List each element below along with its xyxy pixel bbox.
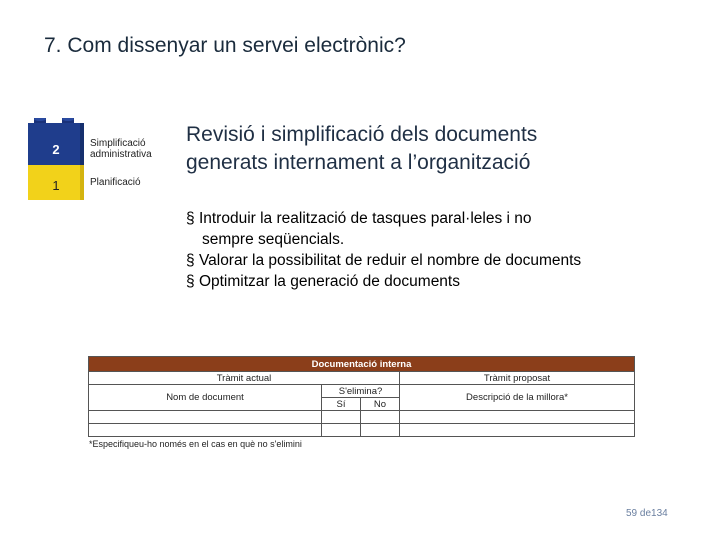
table-cell [322,424,361,437]
bullet-item [186,208,581,229]
table-row [89,424,635,437]
page-number: 59 de134 [626,508,668,519]
table-cell [89,411,322,424]
table-cell [400,411,635,424]
col-no: No [361,398,400,411]
step-2-label [90,138,152,160]
bullet-item [186,271,581,292]
bullet-icon: § [186,252,195,269]
documents-table [88,356,635,437]
bullet-icon: § [186,273,195,290]
step-2-label-line1: Simplificació [90,138,146,149]
col-selimina: S'elimina? [322,385,400,398]
bullet-item [186,250,581,271]
step-2-label-line2: administrativa [90,149,152,160]
step-2-number: 2 [52,142,60,157]
table-cell [322,411,361,424]
bullet-continuation: sempre seqüencials. [202,231,345,248]
table-cell [361,411,400,424]
slide-title: 7. Com dissenyar un servei electrònic? [44,34,406,57]
bullet-list [186,208,581,292]
table-row [89,411,635,424]
bullet-icon: § [186,210,195,227]
col-nom-document: Nom de document [89,385,322,411]
col-si: Sí [322,398,361,411]
table-cell [400,424,635,437]
heading-line2: generats internament a l’organització [186,151,531,174]
bullet-text: Optimitzar la generació de documents [198,273,460,290]
lego-blocks-icon [28,118,84,202]
bullet-text: Introduir la realització de tasques paral·leles i no [198,210,532,227]
col-tramit-proposat: Tràmit proposat [400,372,635,385]
step-1-number: 1 [52,178,60,193]
heading-line1: Revisió i simplificació dels documents [186,123,538,146]
table-footnote: *Especifiqueu-ho només en el cas en què no s'elimini [89,439,302,449]
step-1-label: Planificació [90,177,141,188]
section-heading [186,121,537,177]
bullet-text: Valorar la possibilitat de reduir el nombre de documents [198,252,582,269]
table-cell [361,424,400,437]
table-header: Documentació interna [89,357,635,372]
col-tramit-actual: Tràmit actual [89,372,400,385]
col-descripcio: Descripció de la millora* [400,385,635,411]
table-cell [89,424,322,437]
